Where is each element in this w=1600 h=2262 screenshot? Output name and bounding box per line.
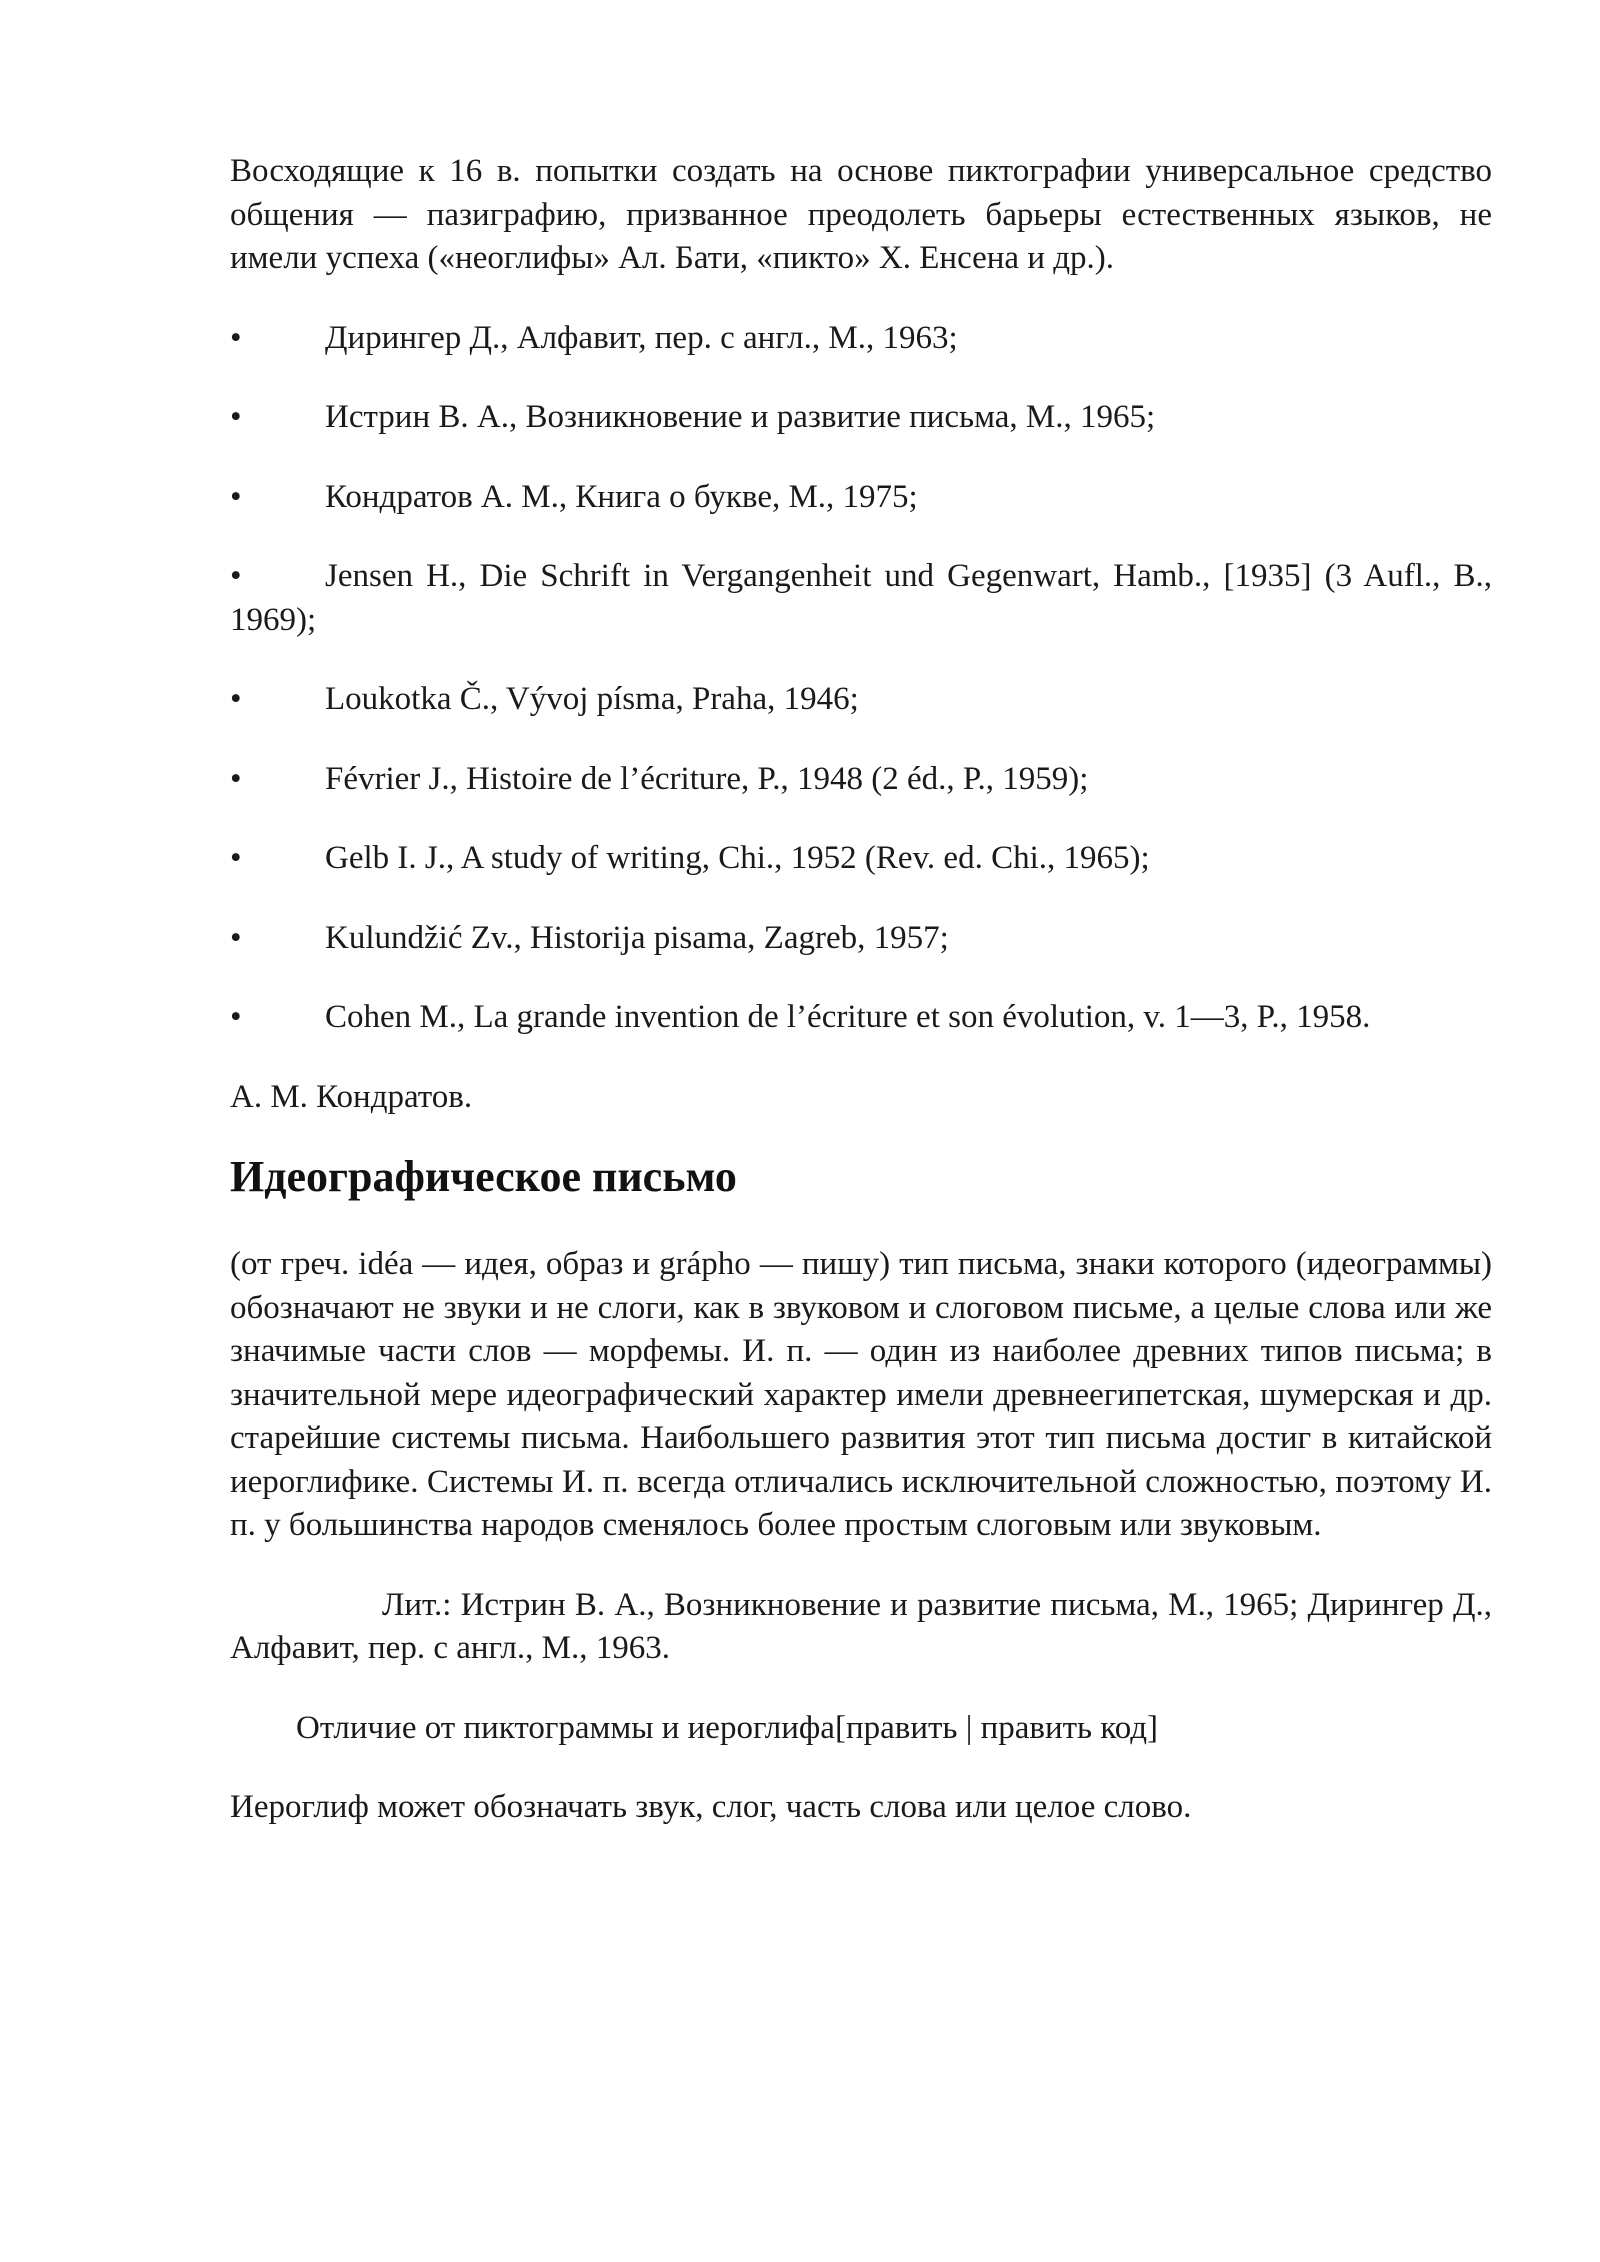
reference-item <box>230 317 1492 361</box>
bullet-icon: • <box>230 681 242 717</box>
bullet-icon: • <box>230 999 242 1035</box>
author-signature: А. М. Кондратов. <box>230 1078 473 1115</box>
reference-item <box>230 837 1492 881</box>
intro-paragraph: Восходящие к 16 в. попытки создать на основе пиктографии универсальное средство общения — пазиграфию, призванное преодолеть барьеры естественных языков, не имели успеха («неоглифы» Ал. Бати, «пикто» Х. Енсена и др.). <box>230 153 1492 276</box>
reference-item <box>230 555 1492 642</box>
reference-item <box>230 917 1492 961</box>
reference-list <box>230 317 1492 1040</box>
reference-text: Cohen M., La grande invention de l’écriture et son évolution, v. 1—3, P., 1958. <box>325 999 1371 1035</box>
bullet-icon: • <box>230 319 242 356</box>
literature-paragraph: Лит.: Истрин В. А., Возникновение и развитие письма, М., 1965; Дирингер Д., Алфавит, пер. с англ., М., 1963. <box>230 1586 1492 1666</box>
reference-text: Loukotka Č., Vývoj písma, Praha, 1946; <box>325 681 859 717</box>
reference-text: Кондратов А. М., Книга о букве, М., 1975; <box>325 478 918 515</box>
reference-item <box>230 396 1492 440</box>
bullet-icon: • <box>230 478 242 515</box>
bullet-icon: • <box>230 840 242 876</box>
section-body: (от греч. idéa — идея, образ и grápho — пишу) тип письма, знаки которого (идеограммы) обозначают не звуки и не слоги, как в звуковом и слоговом письме, а целые слова или же значимые части слов — морфемы. И. п. — один из наиболее древних типов письма; в значительной мере идеографический характер имели древнеегипетская, шумерская и др. старейшие системы письма. Наибольшего развития этот тип письма достиг в китайской иероглифике. Системы И. п. всегда отличались исключительной сложностью, поэтому И. п. у большинства народов сменялось более простым слоговым или звуковым. <box>230 1246 1492 1543</box>
subheading: Отличие от пиктограммы и иероглифа[править | править код] <box>296 1709 1159 1746</box>
closing-paragraph: Иероглиф может обозначать звук, слог, часть слова или целое слово. <box>230 1789 1192 1825</box>
reference-text: Дирингер Д., Алфавит, пер. с англ., М., 1963; <box>325 319 958 356</box>
reference-item <box>230 996 1492 1040</box>
document-page <box>230 150 1492 1830</box>
reference-text: Février J., Histoire de l’écriture, P., 1948 (2 éd., P., 1959); <box>325 760 1089 797</box>
reference-text: Gelb I. J., A study of writing, Chi., 1952 (Rev. ed. Chi., 1965); <box>325 840 1150 876</box>
bullet-icon: • <box>230 760 242 797</box>
reference-item <box>230 476 1492 520</box>
section-title: Идеографическое письмо <box>230 1152 737 1201</box>
reference-item <box>230 678 1492 722</box>
bullet-icon: • <box>230 919 242 956</box>
reference-text: Jensen H., Die Schrift in Vergangenheit und Gegenwart, Hamb., [1935] (3 Aufl., B., 1969); <box>230 558 1492 638</box>
bullet-icon: • <box>230 558 242 594</box>
reference-text: Истрин В. А., Возникновение и развитие письма, М., 1965; <box>325 399 1156 435</box>
bullet-icon: • <box>230 399 242 435</box>
reference-text: Kulundžić Zv., Historija pisama, Zagreb, 1957; <box>325 919 949 956</box>
reference-item <box>230 758 1492 802</box>
